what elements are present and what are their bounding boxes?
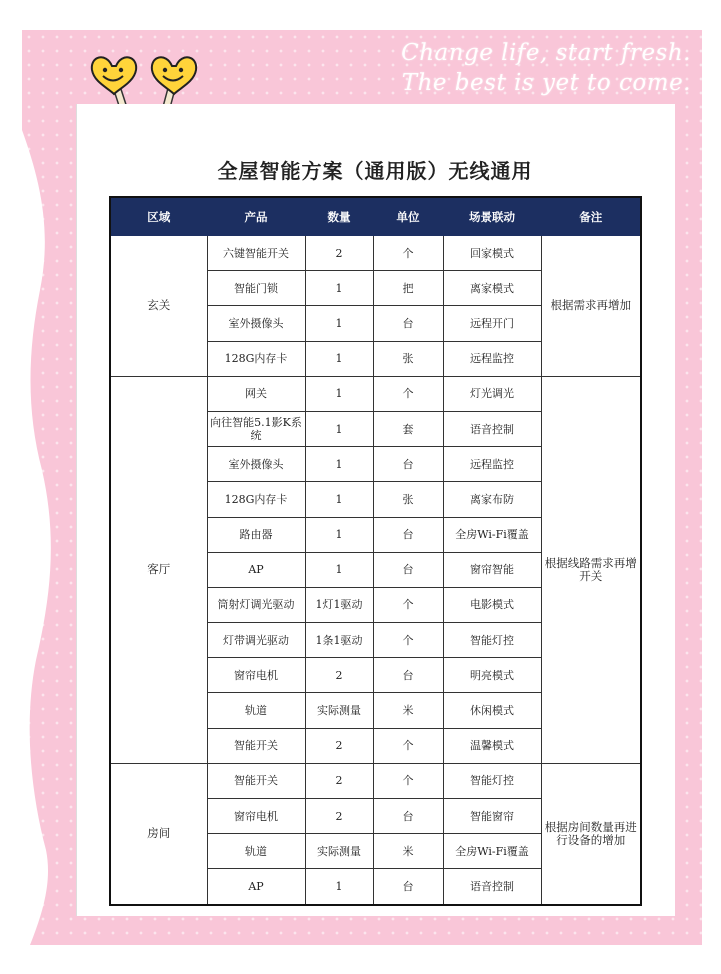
scene-cell: 智能灯控	[443, 763, 541, 798]
scene-cell: 远程监控	[443, 341, 541, 376]
unit-cell: 台	[373, 517, 443, 552]
quantity-cell: 1	[305, 271, 373, 306]
header-note: 备注	[541, 197, 641, 236]
product-cell: 128G内存卡	[207, 482, 305, 517]
product-cell: 窗帘电机	[207, 658, 305, 693]
scene-cell: 离家模式	[443, 271, 541, 306]
scene-cell: 远程开门	[443, 306, 541, 341]
smart-home-plan-table	[109, 196, 642, 906]
scene-cell: 远程监控	[443, 447, 541, 482]
unit-cell: 台	[373, 799, 443, 834]
unit-cell: 台	[373, 869, 443, 905]
scene-cell: 休闲模式	[443, 693, 541, 728]
product-cell: AP	[207, 869, 305, 905]
table-row	[110, 376, 641, 411]
note-cell: 根据房间数量再进行设备的增加	[541, 763, 641, 904]
scene-cell: 电影模式	[443, 587, 541, 622]
slogan-line-2: The best is yet to come.	[401, 70, 691, 96]
quantity-cell: 2	[305, 728, 373, 763]
product-cell: 向往智能5.1影K系统	[207, 411, 305, 446]
slogan-line-1: Change life, start fresh.	[401, 40, 691, 66]
quantity-cell: 1	[305, 341, 373, 376]
quantity-cell: 1	[305, 306, 373, 341]
product-cell: 六键智能开关	[207, 236, 305, 271]
product-cell: 轨道	[207, 693, 305, 728]
note-cell: 根据线路需求再增开关	[541, 376, 641, 763]
quantity-cell: 1	[305, 482, 373, 517]
quantity-cell: 1	[305, 869, 373, 905]
scene-cell: 灯光调光	[443, 376, 541, 411]
header-area: 区域	[110, 197, 207, 236]
scene-cell: 离家布防	[443, 482, 541, 517]
scene-cell: 全房Wi-Fi覆盖	[443, 517, 541, 552]
quantity-cell: 2	[305, 236, 373, 271]
scene-cell: 温馨模式	[443, 728, 541, 763]
quantity-cell: 1	[305, 552, 373, 587]
unit-cell: 个	[373, 376, 443, 411]
quantity-cell: 1	[305, 411, 373, 446]
unit-cell: 个	[373, 763, 443, 798]
header-scene: 场景联动	[443, 197, 541, 236]
product-cell: 窗帘电机	[207, 799, 305, 834]
product-cell: 智能门锁	[207, 271, 305, 306]
unit-cell: 张	[373, 482, 443, 517]
quantity-cell: 1条1驱动	[305, 623, 373, 658]
product-cell: 路由器	[207, 517, 305, 552]
quantity-cell: 实际测量	[305, 693, 373, 728]
scene-cell: 明亮模式	[443, 658, 541, 693]
unit-cell: 台	[373, 306, 443, 341]
unit-cell: 个	[373, 587, 443, 622]
note-cell: 根据需求再增加	[541, 236, 641, 377]
quantity-cell: 1	[305, 447, 373, 482]
product-cell: 智能开关	[207, 728, 305, 763]
table-row	[110, 763, 641, 798]
product-cell: 智能开关	[207, 763, 305, 798]
unit-cell: 个	[373, 728, 443, 763]
product-cell: AP	[207, 552, 305, 587]
scene-cell: 回家模式	[443, 236, 541, 271]
product-cell: 筒射灯调光驱动	[207, 587, 305, 622]
smiley-heart-icon	[88, 50, 208, 110]
quantity-cell: 1	[305, 376, 373, 411]
quantity-cell: 实际测量	[305, 834, 373, 869]
scene-cell: 窗帘智能	[443, 552, 541, 587]
quantity-cell: 1灯1驱动	[305, 587, 373, 622]
page-title: 全屋智能方案（通用版）无线通用	[217, 159, 533, 183]
unit-cell: 套	[373, 411, 443, 446]
header-product: 产品	[207, 197, 305, 236]
product-cell: 128G内存卡	[207, 341, 305, 376]
product-cell: 网关	[207, 376, 305, 411]
quantity-cell: 1	[305, 517, 373, 552]
header-unit: 单位	[373, 197, 443, 236]
unit-cell: 台	[373, 658, 443, 693]
scene-cell: 全房Wi-Fi覆盖	[443, 834, 541, 869]
quantity-cell: 2	[305, 799, 373, 834]
scene-cell: 语音控制	[443, 869, 541, 905]
quantity-cell: 2	[305, 763, 373, 798]
unit-cell: 个	[373, 236, 443, 271]
product-cell: 灯带调光驱动	[207, 623, 305, 658]
area-cell: 玄关	[110, 236, 207, 377]
scene-cell: 智能窗帘	[443, 799, 541, 834]
table-row	[110, 236, 641, 271]
unit-cell: 张	[373, 341, 443, 376]
table-header-row	[110, 197, 641, 236]
unit-cell: 把	[373, 271, 443, 306]
scene-cell: 智能灯控	[443, 623, 541, 658]
product-cell: 室外摄像头	[207, 306, 305, 341]
header-quantity: 数量	[305, 197, 373, 236]
scene-cell: 语音控制	[443, 411, 541, 446]
product-cell: 轨道	[207, 834, 305, 869]
unit-cell: 个	[373, 623, 443, 658]
unit-cell: 台	[373, 552, 443, 587]
unit-cell: 米	[373, 834, 443, 869]
unit-cell: 米	[373, 693, 443, 728]
area-cell: 客厅	[110, 376, 207, 763]
quantity-cell: 2	[305, 658, 373, 693]
product-cell: 室外摄像头	[207, 447, 305, 482]
unit-cell: 台	[373, 447, 443, 482]
area-cell: 房间	[110, 763, 207, 904]
